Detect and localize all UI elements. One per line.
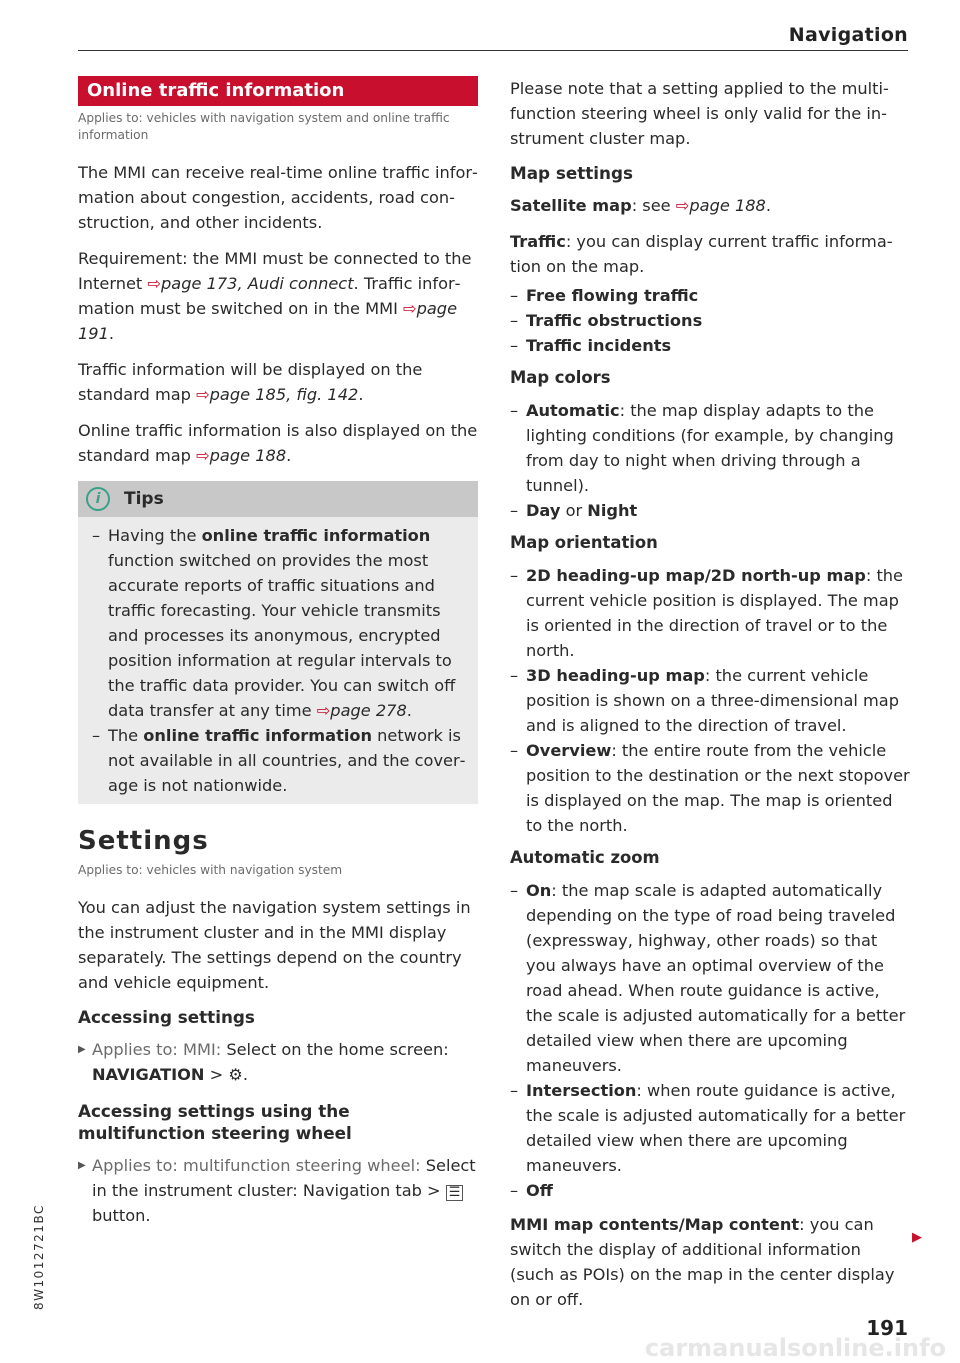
tips-title: Tips (124, 488, 164, 509)
right-column (510, 76, 910, 1323)
paragraph: Satellite map: see ⇨page 188. (510, 196, 772, 215)
arrow-icon: ⇨ (196, 385, 210, 404)
arrow-icon: ⇨ (403, 299, 417, 318)
step-item: ▶ Applies to: MMI: Select on the home screen: NAVIGATION > ⚙. (78, 1037, 478, 1087)
page-number: 191 (866, 1316, 908, 1340)
subheading: Accessing settings (78, 1007, 255, 1027)
paragraph: You can adjust the navigation system settings in the instrument cluster and in the MMI display separately. The settings depend on the country and vehicle equipment. (78, 898, 471, 992)
arrow-icon: ⇨ (147, 274, 161, 293)
continue-arrow-icon: ▶ (912, 1230, 922, 1245)
tips-header (78, 481, 478, 517)
paragraph: Traffic information will be displayed on the standard map ⇨page 185, fig. 142. (78, 360, 423, 404)
arrow-icon: ⇨ (196, 446, 210, 465)
page-link[interactable]: page 173, Audi connect (161, 274, 354, 293)
list-item: – Intersection: when route guidance is active, the scale is adjusted automatically for a better detailed view when there are upcoming maneuvers. (510, 1078, 910, 1178)
paragraph: Online traffic information is also displayed on the standard map ⇨page 188. (78, 421, 478, 465)
tip-item: – Having the online traffic information function switched on provides the most accurate reports of traffic situations and traffic forecasting. Your vehicle transmits and processes its anonymous, encrypted position information at regular intervals to the traffic data provider. You can switch off data transfer at any time ⇨page 278. (92, 523, 470, 723)
arrow-icon: ⇨ (675, 196, 690, 215)
list-item: – Automatic: the map display adapts to the lighting conditions (for example, by changing from day to night when driving through a tunnel). (510, 398, 910, 498)
menu-list-icon: ☰ (446, 1185, 464, 1201)
paragraph: Traffic: you can display current traffic information on the map. (510, 232, 893, 276)
page-link[interactable]: page 188 (209, 446, 287, 465)
info-icon: i (86, 487, 110, 511)
subheading: Map colors (510, 368, 611, 387)
tip-item: – The online traffic information network is not available in all countries, and the coverage is not nationwide. (92, 723, 470, 798)
tips-box (78, 481, 478, 804)
page-link[interactable]: page 191 (78, 299, 458, 343)
colors-list (510, 398, 910, 523)
paragraph: The MMI can receive real-time online traffic information about congestion, accidents, road construction, and other incidents. (78, 163, 478, 232)
step-item: ▶ Applies to: multifunction steering wheel: Select in the instrument cluster: Navigation tab > ☰ button. (78, 1153, 478, 1228)
document-code: 8W1012721BC (32, 1204, 46, 1310)
page-link[interactable]: page 278 (330, 701, 407, 720)
orientation-list (510, 563, 910, 838)
watermark: carmanualsonline.info (644, 1334, 946, 1362)
subheading: Map orientation (510, 533, 658, 552)
tips-body (78, 517, 478, 798)
traffic-list (510, 283, 910, 358)
header-rule (78, 50, 908, 51)
subheading: Accessing settings using the multifunction steering wheel (78, 1101, 352, 1143)
subheading: Automatic zoom (510, 848, 660, 867)
paragraph: MMI map contents/Map content: you can switch the display of additional information (such as POIs) on the map in the center display on or off. (510, 1215, 895, 1309)
list-item: – Traffic obstructions (510, 308, 910, 333)
list-item: – 3D heading-up map: the current vehicle position is shown on a three-dimensional map and is aligned to the direction of travel. (510, 663, 910, 738)
list-item: – Traffic incidents (510, 333, 910, 358)
list-item: – 2D heading-up map/2D north-up map: the current vehicle position is displayed. The map is oriented in the direction of travel or to the north. (510, 563, 910, 663)
page-link[interactable]: page 185, fig. 142 (209, 385, 359, 404)
list-item: – Day or Night (510, 498, 910, 523)
page-link[interactable]: page 188 (689, 196, 766, 215)
section-heading: Settings (78, 826, 209, 856)
subheading: Map settings (510, 163, 633, 183)
list-item: – Off (510, 1178, 910, 1203)
applies-note: Applies to: vehicles with navigation system and online traffic information (78, 111, 450, 142)
list-item: – Free flowing traffic (510, 283, 910, 308)
left-column (78, 76, 478, 1241)
running-header: Navigation (788, 24, 908, 46)
arrow-icon: ⇨ (316, 701, 331, 720)
gear-icon: ⚙ (228, 1065, 243, 1084)
paragraph: Requirement: the MMI must be connected to the Internet ⇨page 173, Audi connect. Traffic information must be switched on in the MMI ⇨page 191. (78, 249, 472, 343)
list-item: – Overview: the entire route from the vehicle position to the destination or the next stopover is displayed on the map. The map is oriented to the north. (510, 738, 910, 838)
section-banner: Online traffic information (78, 76, 478, 106)
paragraph: Please note that a setting applied to the multifunction steering wheel is only valid for the instrument cluster map. (510, 79, 889, 148)
applies-note: Applies to: vehicles with navigation system (78, 863, 343, 877)
list-item: – On: the map scale is adapted automatically depending on the type of road being traveled (expressway, highway, other roads) so that you always have an optimal overview of the road ahead. When route guidance is active, the scale is adjusted automatically for a better detailed view when there are upcoming maneuvers. (510, 878, 910, 1078)
zoom-list (510, 878, 910, 1203)
